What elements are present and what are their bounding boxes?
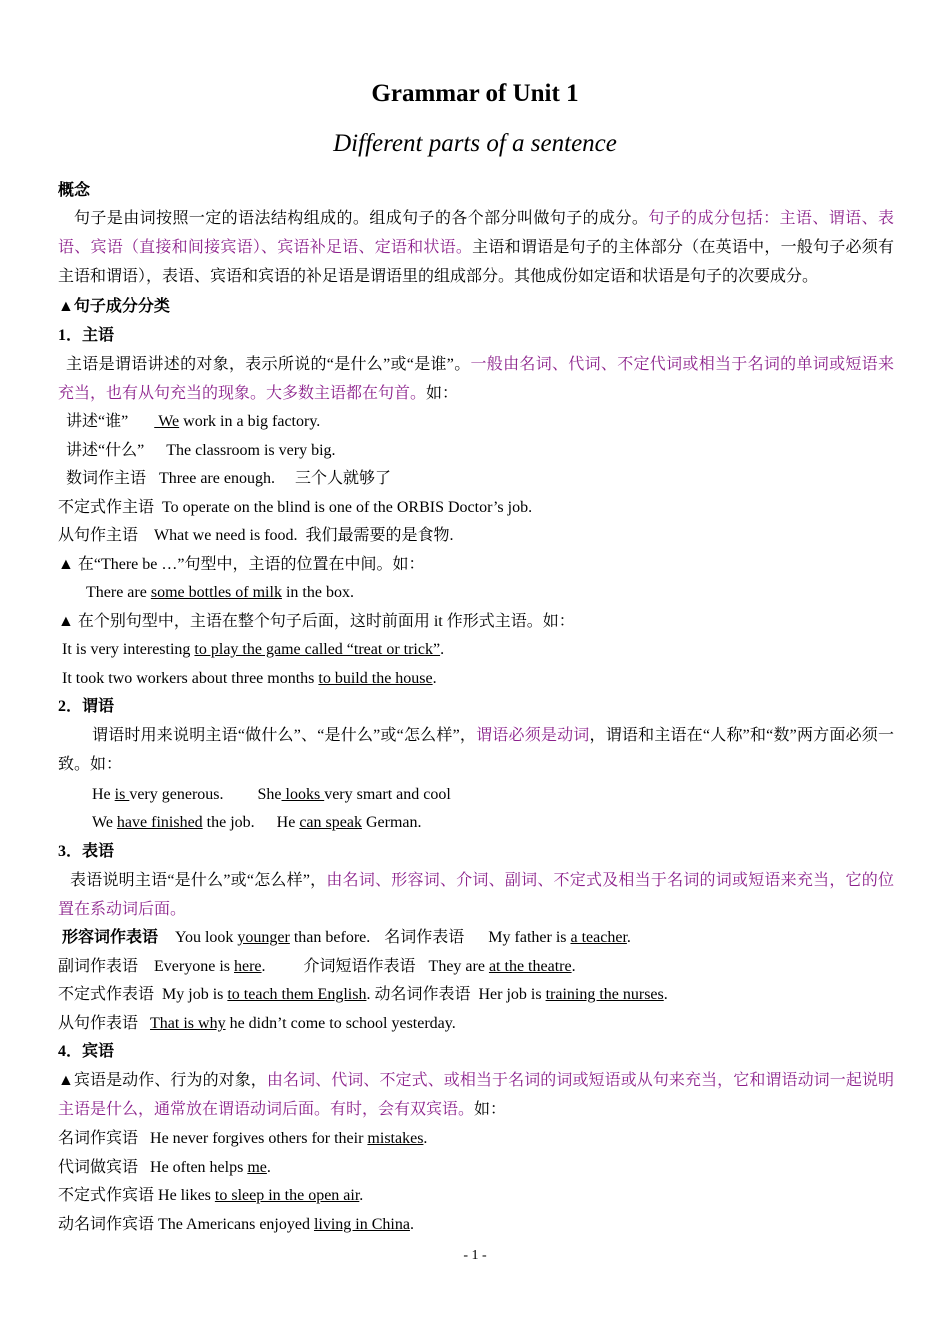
underlined-text: to play the game called “treat or trick”: [194, 641, 441, 658]
predicative-example: [58, 1014, 898, 1034]
subject-intro-text: 主语是谓语讲述的对象，表示所说的“是什么”或“是谁”。: [66, 356, 471, 373]
predicate-heading: 2．谓语: [58, 698, 115, 715]
subject-example: [62, 640, 902, 660]
subject-example: [66, 441, 906, 461]
concept-paragraph: [58, 204, 894, 291]
example-text: .: [440, 641, 445, 658]
predicative-heading: 3．表语: [58, 843, 115, 860]
example-text: It is very interesting: [62, 641, 195, 658]
predicate-intro-text: 谓语时用来说明主语“做什么”、“是什么”或“怎么样”，: [92, 727, 477, 744]
example-label: 不定式作宾语: [58, 1187, 155, 1204]
predicative-intro-text: 表语说明主语“是什么”或“怎么样”，: [70, 872, 327, 889]
predicative-example: [58, 957, 898, 977]
underlined-text: to teach them English: [227, 986, 367, 1003]
underlined-text: a teacher: [570, 929, 627, 946]
example-text: He never forgives others for their: [150, 1130, 368, 1147]
example-text: My father is: [488, 929, 571, 946]
example-text: To operate on the blind is one of the ORBIS Doctor’s job.: [162, 499, 533, 516]
underlined-text: some bottles of milk: [150, 584, 282, 601]
underlined-text: here: [234, 958, 262, 975]
object-heading: 4．宾语: [58, 1043, 115, 1060]
example-label: 从句作主语: [58, 527, 139, 544]
example-text: Her job is: [478, 986, 546, 1003]
underlined-text: training the nurses: [545, 986, 664, 1003]
predicative-intro: [58, 866, 894, 924]
example-text: .: [663, 986, 668, 1003]
underlined-text: me: [247, 1159, 267, 1176]
example-text: There are: [86, 584, 151, 601]
predicate-example: [92, 785, 932, 805]
it-subject-note: ▲ 在个别句型中，主语在整个句子后面，这时前面用 it 作形式主语。如：: [58, 613, 575, 630]
underlined-text: is: [114, 786, 130, 803]
underlined-text: to sleep in the open air: [214, 1187, 360, 1204]
example-text: Three are enough.: [159, 470, 275, 487]
example-text: very smart and cool: [324, 786, 451, 803]
predicate-intro-highlight: 谓语必须是动词: [476, 727, 590, 744]
classify-heading: ▲句子成分分类: [58, 298, 170, 315]
underlined-text: have finished: [116, 814, 203, 831]
subject-example: [86, 583, 926, 603]
example-text: very generous.: [129, 786, 224, 803]
predicate-intro: [58, 721, 894, 779]
underlined-text: at the theatre: [488, 958, 572, 975]
example-text: .: [571, 958, 576, 975]
example-text: the job.: [202, 814, 255, 831]
example-text: It took two workers about three months: [62, 670, 319, 687]
example-label: 讲述“什么”: [66, 442, 145, 459]
subject-example: [58, 526, 898, 546]
example-text: German.: [361, 814, 422, 831]
example-text: .: [423, 1130, 428, 1147]
subject-example: [66, 469, 906, 489]
example-text: My job is: [162, 986, 228, 1003]
page-subtitle: Different parts of a sentence: [333, 130, 617, 157]
example-label: 名词作表语: [384, 929, 465, 946]
subject-intro: [58, 350, 894, 408]
predicate-intro-tail: ，谓语和主语在“人称”和“数”两方面必须一致。如：: [58, 727, 894, 773]
example-text: work in a big factory.: [179, 413, 321, 430]
object-example: [58, 1186, 898, 1206]
example-text: .: [266, 1159, 271, 1176]
page-number: - 1 -: [463, 1248, 487, 1263]
example-label: 形容词作表语: [62, 929, 159, 946]
example-label: 不定式作表语: [58, 986, 155, 1003]
example-text: We: [92, 814, 117, 831]
example-text: The Americans enjoyed: [158, 1216, 314, 1233]
example-label: 介词短语作表语: [303, 958, 416, 975]
subject-intro-tail: 如：: [426, 385, 459, 402]
concept-text-2: 主语和谓语是句子的主体部分（在英语中，一般句子必须有主语和谓语），表语、宾语和宾语的补足语是谓语里的组成部分。其他成份如定语和状语是句子的次要成分。: [58, 239, 894, 285]
example-text: Everyone is: [154, 958, 234, 975]
example-label: 代词做宾语: [58, 1159, 139, 1176]
predicative-example: [62, 928, 902, 948]
object-intro-highlight: 由名词、代词、不定式、或相当于名词的词或短语或从句来充当，它和谓语动词一起说明主语是什么，通常放在谓语动词后面。有时，会有双宾语。: [58, 1072, 894, 1118]
example-text: .: [409, 1216, 414, 1233]
example-text: than before.: [289, 929, 371, 946]
concept-heading: 概念: [58, 182, 91, 199]
example-label: 名词作宾语: [58, 1130, 139, 1147]
example-label: 数词作主语: [66, 470, 147, 487]
subject-example: [58, 498, 898, 518]
there-be-note: ▲ 在“There be …”句型中，主语的位置在中间。如：: [58, 556, 425, 573]
predicative-intro-highlight: 由名词、形容词、介词、副词、不定式及相当于名词的词或短语来充当，它的位置在系动词后面。: [58, 872, 894, 918]
example-text: What we need is food.: [154, 527, 298, 544]
underlined-text: mistakes: [367, 1130, 424, 1147]
example-text: .: [261, 958, 266, 975]
subject-intro-highlight: 一般由名词、代词、不定代词或相当于名词的单词或短语来充当，也有从句充当的现象。大多数主语都在句首。: [58, 356, 894, 402]
underlined-text: looks: [281, 786, 325, 803]
predicate-example: [92, 813, 932, 833]
underlined-text: living in China: [313, 1216, 410, 1233]
example-text: .: [432, 670, 437, 687]
predicative-example: [58, 985, 898, 1005]
example-text: .: [366, 986, 375, 1003]
underlined-text: We: [154, 413, 180, 430]
example-text: You look: [175, 929, 238, 946]
underlined-text: to build the house: [318, 670, 433, 687]
object-example: [58, 1129, 898, 1149]
example-text: in the box.: [281, 584, 354, 601]
underlined-text: can speak: [299, 814, 362, 831]
example-label: 不定式作主语: [58, 499, 155, 516]
example-text: .: [626, 929, 631, 946]
subject-heading: 1．主语: [58, 327, 115, 344]
example-label: 副词作表语: [58, 958, 139, 975]
example-text: They are: [428, 958, 489, 975]
underlined-text: younger: [237, 929, 290, 946]
example-label: 讲述“谁”: [66, 413, 129, 430]
example-text: He: [276, 814, 300, 831]
example-text: he didn’t come to school yesterday.: [225, 1015, 456, 1032]
object-intro-text: ▲宾语是动作、行为的对象，: [58, 1072, 267, 1089]
example-label: 从句作表语: [58, 1015, 139, 1032]
example-text: The classroom is very big.: [166, 442, 336, 459]
object-intro: [58, 1066, 894, 1124]
example-text: He: [92, 786, 115, 803]
example-text: He likes: [158, 1187, 215, 1204]
example-text: .: [359, 1187, 364, 1204]
example-label: 动名词作表语: [374, 986, 471, 1003]
example-translation: 三个人就够了: [294, 470, 391, 487]
example-label: 动名词作宾语: [58, 1216, 155, 1233]
example-translation: 我们最需要的是食物.: [305, 527, 454, 544]
underlined-text: That is why: [150, 1015, 226, 1032]
example-text: She: [257, 786, 282, 803]
concept-text: 句子是由词按照一定的语法结构组成的。组成句子的各个部分叫做句子的成分。: [74, 210, 649, 227]
object-intro-tail: 如：: [474, 1101, 507, 1118]
page-title: Grammar of Unit 1: [371, 80, 579, 107]
subject-example: [66, 412, 906, 432]
example-text: He often helps: [150, 1159, 248, 1176]
object-example: [58, 1158, 898, 1178]
concept-highlight: 句子的成分包括：主语、谓语、表语、宾语（直接和间接宾语）、宾语补足语、定语和状语。: [58, 210, 894, 256]
object-example: [58, 1215, 898, 1235]
subject-example: [62, 669, 902, 689]
